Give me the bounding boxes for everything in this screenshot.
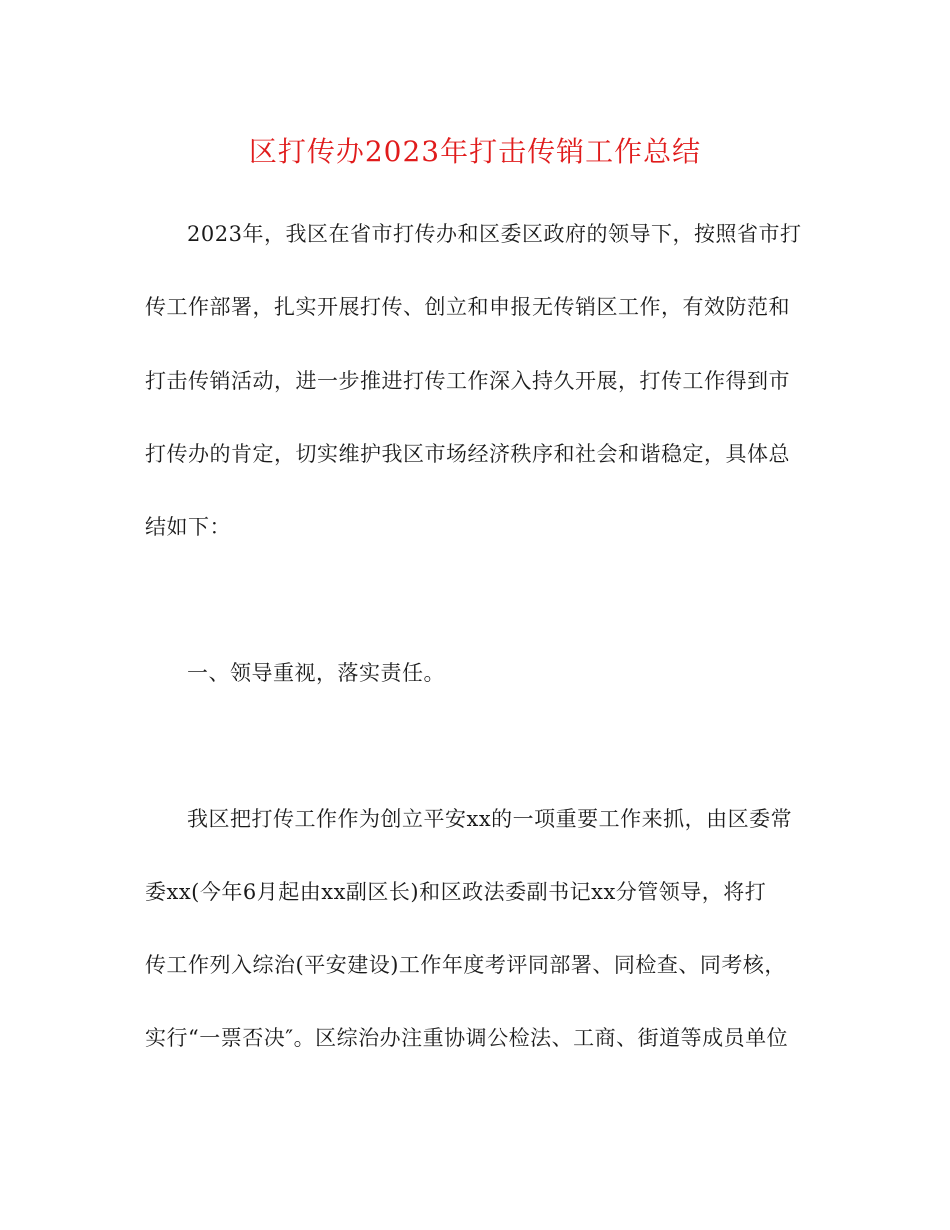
paragraph-1-line-1: 2023年，我区在省市打传办和区委区政府的领导下，按照省市打: [187, 222, 802, 246]
paragraph-1-line-5: 结如下：: [145, 515, 231, 539]
paragraph-1-line-2: 传工作部署，扎实开展打传、创立和申报无传销区工作，有效防范和: [145, 295, 790, 319]
section-1-heading: 一、领导重视，落实责任。: [187, 661, 445, 685]
paragraph-2-line-4: 实行“一票否决″。区综治办注重协调公检法、工商、街道等成员单位: [145, 1026, 789, 1050]
paragraph-2-line-3: 传工作列入综治(平安建设)工作年度考评同部署、同检查、同考核，: [145, 953, 786, 977]
paragraph-1-line-3: 打击传销活动，进一步推进打传工作深入持久开展，打传工作得到市: [145, 369, 790, 393]
paragraph-1-line-4: 打传办的肯定，切实维护我区市场经济秩序和社会和谐稳定，具体总: [145, 442, 790, 466]
document-title: 区打传办2023年打击传销工作总结: [248, 135, 702, 168]
paragraph-2-line-1: 我区把打传工作作为创立平安xx的一项重要工作来抓，由区委常: [187, 807, 793, 831]
paragraph-2-line-2: 委xx(今年6月起由xx副区长)和区政法委副书记xx分管领导，将打: [145, 880, 767, 904]
